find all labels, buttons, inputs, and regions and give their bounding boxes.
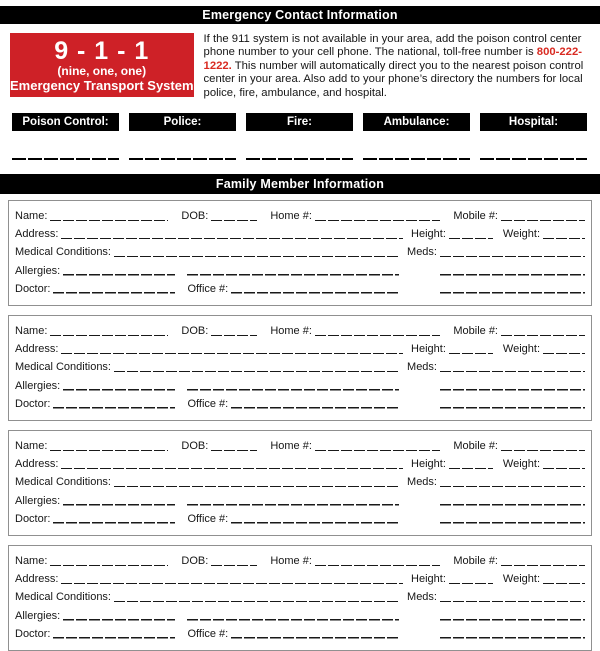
member-row-doctor xyxy=(15,510,585,528)
family-section-title: Family Member Information xyxy=(215,177,385,192)
height-field-line[interactable] xyxy=(449,572,493,584)
meds-field-line[interactable] xyxy=(440,475,585,487)
member-row-allergies xyxy=(15,607,585,625)
office-phone-label: Office #: xyxy=(187,627,229,640)
doctor-field-line[interactable] xyxy=(53,282,175,294)
medical-conditions-field-line[interactable] xyxy=(114,245,399,257)
office-phone-label: Office #: xyxy=(187,512,229,525)
member-row-address xyxy=(15,225,585,243)
allergies-extra-field-line[interactable] xyxy=(187,609,399,621)
mobile-phone-label: Mobile #: xyxy=(453,325,498,338)
contact-label-police xyxy=(129,113,236,131)
dob-label: DOB: xyxy=(181,555,209,568)
member-row-name xyxy=(15,437,585,455)
meds-extra-field-line-2[interactable] xyxy=(440,282,585,294)
member-row-medical xyxy=(15,473,585,491)
allergies-label: Allergies: xyxy=(15,494,61,507)
meds-field-line[interactable] xyxy=(440,590,585,602)
allergies-field-line[interactable] xyxy=(63,494,175,506)
member-row-medical xyxy=(15,588,585,606)
weight-label: Weight: xyxy=(502,343,540,356)
member-row-address xyxy=(15,455,585,473)
medical-conditions-label: Medical Conditions: xyxy=(15,361,111,374)
address-field-line[interactable] xyxy=(61,342,403,354)
address-label: Address: xyxy=(15,228,59,241)
meds-extra-field-line-1[interactable] xyxy=(440,379,585,391)
dob-label: DOB: xyxy=(181,210,209,223)
name-label: Name: xyxy=(15,210,48,223)
medical-conditions-field-line[interactable] xyxy=(114,360,399,372)
meds-field-line[interactable] xyxy=(440,245,585,257)
family-member-header-bar xyxy=(0,174,600,194)
allergies-label: Allergies: xyxy=(15,264,61,277)
911-caption: Emergency Transport System xyxy=(10,77,194,93)
meds-extra-field-line-2[interactable] xyxy=(440,627,585,639)
poison-control-field-line[interactable] xyxy=(12,158,119,160)
weight-field-line[interactable] xyxy=(543,342,585,354)
allergies-field-line[interactable] xyxy=(63,609,175,621)
contact-label-ambulance xyxy=(363,113,470,131)
doctor-label: Doctor: xyxy=(15,397,51,410)
office-phone-field-line[interactable] xyxy=(231,282,399,294)
doctor-field-line[interactable] xyxy=(53,627,175,639)
police-field-line[interactable] xyxy=(129,158,236,160)
home-phone-label: Home #: xyxy=(270,325,312,338)
doctor-label: Doctor: xyxy=(15,282,51,295)
home-phone-field-line[interactable] xyxy=(315,324,440,336)
name-field-line[interactable] xyxy=(50,324,168,336)
intro-section xyxy=(10,33,588,100)
meds-label: Meds: xyxy=(407,591,437,604)
height-field-line[interactable] xyxy=(449,342,493,354)
member-row-doctor xyxy=(15,280,585,298)
family-member-block xyxy=(8,200,592,306)
contact-label-poison-control xyxy=(12,113,119,131)
mobile-phone-field-line[interactable] xyxy=(501,324,585,336)
hospital-field-line[interactable] xyxy=(480,158,587,160)
medical-conditions-field-line[interactable] xyxy=(114,475,399,487)
weight-label: Weight: xyxy=(502,228,540,241)
allergies-extra-field-line[interactable] xyxy=(187,494,399,506)
medical-conditions-label: Medical Conditions: xyxy=(15,476,111,489)
intro-text-after: This number will automatically direct you to the nearest poison control center in your area. Also add to your phone’s directory the numbers for local police, fire, ambulance, and hospital. xyxy=(203,59,584,99)
dob-field-line[interactable] xyxy=(211,439,257,451)
member-row-address xyxy=(15,570,585,588)
name-label: Name: xyxy=(15,325,48,338)
office-phone-field-line[interactable] xyxy=(231,397,399,409)
meds-extra-field-line-2[interactable] xyxy=(440,512,585,524)
contact-label-text: Police: xyxy=(163,116,202,129)
mobile-phone-label: Mobile #: xyxy=(453,440,498,453)
allergies-label: Allergies: xyxy=(15,609,61,622)
name-label: Name: xyxy=(15,555,48,568)
medical-conditions-label: Medical Conditions: xyxy=(15,591,111,604)
address-field-line[interactable] xyxy=(61,227,403,239)
member-row-allergies xyxy=(15,492,585,510)
poison-control-phone-number: 800-222-1222. xyxy=(203,46,583,72)
ambulance-field-line[interactable] xyxy=(363,158,470,160)
family-member-block xyxy=(8,430,592,536)
height-label: Height: xyxy=(411,573,446,586)
family-members xyxy=(8,200,592,651)
mobile-phone-field-line[interactable] xyxy=(501,554,585,566)
height-label: Height: xyxy=(411,458,446,471)
emergency-contact-header-bar xyxy=(0,6,600,24)
home-phone-label: Home #: xyxy=(270,440,312,453)
mobile-phone-label: Mobile #: xyxy=(453,210,498,223)
dob-label: DOB: xyxy=(181,325,209,338)
address-label: Address: xyxy=(15,458,59,471)
address-label: Address: xyxy=(15,573,59,586)
contact-label-text: Ambulance: xyxy=(383,116,450,129)
address-field-line[interactable] xyxy=(61,457,403,469)
contact-labels-row xyxy=(12,113,587,131)
intro-text-before: If the 911 system is not available in your area, add the poison control center phone number to your cell phone. The national, toll-free number is xyxy=(203,33,582,59)
home-phone-field-line[interactable] xyxy=(315,554,440,566)
page-title: Emergency Contact Information xyxy=(202,8,398,22)
member-row-allergies xyxy=(15,262,585,280)
contact-label-hospital xyxy=(480,113,587,131)
address-label: Address: xyxy=(15,343,59,356)
911-number: 9 - 1 - 1 xyxy=(54,36,150,65)
member-row-allergies xyxy=(15,377,585,395)
911-badge xyxy=(10,33,194,97)
office-phone-field-line[interactable] xyxy=(231,627,399,639)
member-row-medical xyxy=(15,358,585,376)
member-row-name xyxy=(15,207,585,225)
allergies-field-line[interactable] xyxy=(63,264,175,276)
contact-label-text: Poison Control: xyxy=(22,116,109,129)
mobile-phone-field-line[interactable] xyxy=(501,209,585,221)
meds-label: Meds: xyxy=(407,476,437,489)
family-member-block xyxy=(8,545,592,651)
height-label: Height: xyxy=(411,343,446,356)
meds-field-line[interactable] xyxy=(440,360,585,372)
contact-write-in-lines xyxy=(12,158,587,160)
name-label: Name: xyxy=(15,440,48,453)
name-field-line[interactable] xyxy=(50,209,168,221)
height-field-line[interactable] xyxy=(449,227,493,239)
weight-field-line[interactable] xyxy=(543,572,585,584)
dob-field-line[interactable] xyxy=(211,554,257,566)
address-field-line[interactable] xyxy=(61,572,403,584)
meds-extra-field-line-1[interactable] xyxy=(440,264,585,276)
office-phone-label: Office #: xyxy=(187,397,229,410)
dob-label: DOB: xyxy=(181,440,209,453)
member-row-doctor xyxy=(15,395,585,413)
medical-conditions-label: Medical Conditions: xyxy=(15,246,111,259)
weight-field-line[interactable] xyxy=(543,457,585,469)
doctor-field-line[interactable] xyxy=(53,397,175,409)
name-field-line[interactable] xyxy=(50,439,168,451)
doctor-field-line[interactable] xyxy=(53,512,175,524)
name-field-line[interactable] xyxy=(50,554,168,566)
home-phone-label: Home #: xyxy=(270,210,312,223)
doctor-label: Doctor: xyxy=(15,512,51,525)
allergies-extra-field-line[interactable] xyxy=(187,264,399,276)
member-row-doctor xyxy=(15,625,585,643)
dob-field-line[interactable] xyxy=(211,324,257,336)
911-words: (nine, one, one) xyxy=(57,63,147,78)
meds-label: Meds: xyxy=(407,361,437,374)
allergies-field-line[interactable] xyxy=(63,379,175,391)
weight-label: Weight: xyxy=(502,573,540,586)
home-phone-field-line[interactable] xyxy=(315,439,440,451)
fire-field-line[interactable] xyxy=(246,158,353,160)
height-label: Height: xyxy=(411,228,446,241)
allergies-label: Allergies: xyxy=(15,379,61,392)
meds-extra-field-line-1[interactable] xyxy=(440,609,585,621)
contact-label-fire xyxy=(246,113,353,131)
emergency-contact-form-page xyxy=(0,6,600,640)
dob-field-line[interactable] xyxy=(211,209,257,221)
doctor-label: Doctor: xyxy=(15,627,51,640)
allergies-extra-field-line[interactable] xyxy=(187,379,399,391)
medical-conditions-field-line[interactable] xyxy=(114,590,399,602)
member-row-medical xyxy=(15,243,585,261)
member-row-name xyxy=(15,322,585,340)
home-phone-field-line[interactable] xyxy=(315,209,440,221)
mobile-phone-label: Mobile #: xyxy=(453,555,498,568)
mobile-phone-field-line[interactable] xyxy=(501,439,585,451)
member-row-address xyxy=(15,340,585,358)
member-row-name xyxy=(15,552,585,570)
contact-label-text: Fire: xyxy=(287,116,312,129)
family-member-block xyxy=(8,315,592,421)
meds-extra-field-line-2[interactable] xyxy=(440,397,585,409)
intro-paragraph xyxy=(204,33,588,100)
weight-field-line[interactable] xyxy=(543,227,585,239)
office-phone-label: Office #: xyxy=(187,282,229,295)
meds-extra-field-line-1[interactable] xyxy=(440,494,585,506)
weight-label: Weight: xyxy=(502,458,540,471)
office-phone-field-line[interactable] xyxy=(231,512,399,524)
contact-label-text: Hospital: xyxy=(508,116,559,129)
home-phone-label: Home #: xyxy=(270,555,312,568)
meds-label: Meds: xyxy=(407,246,437,259)
height-field-line[interactable] xyxy=(449,457,493,469)
